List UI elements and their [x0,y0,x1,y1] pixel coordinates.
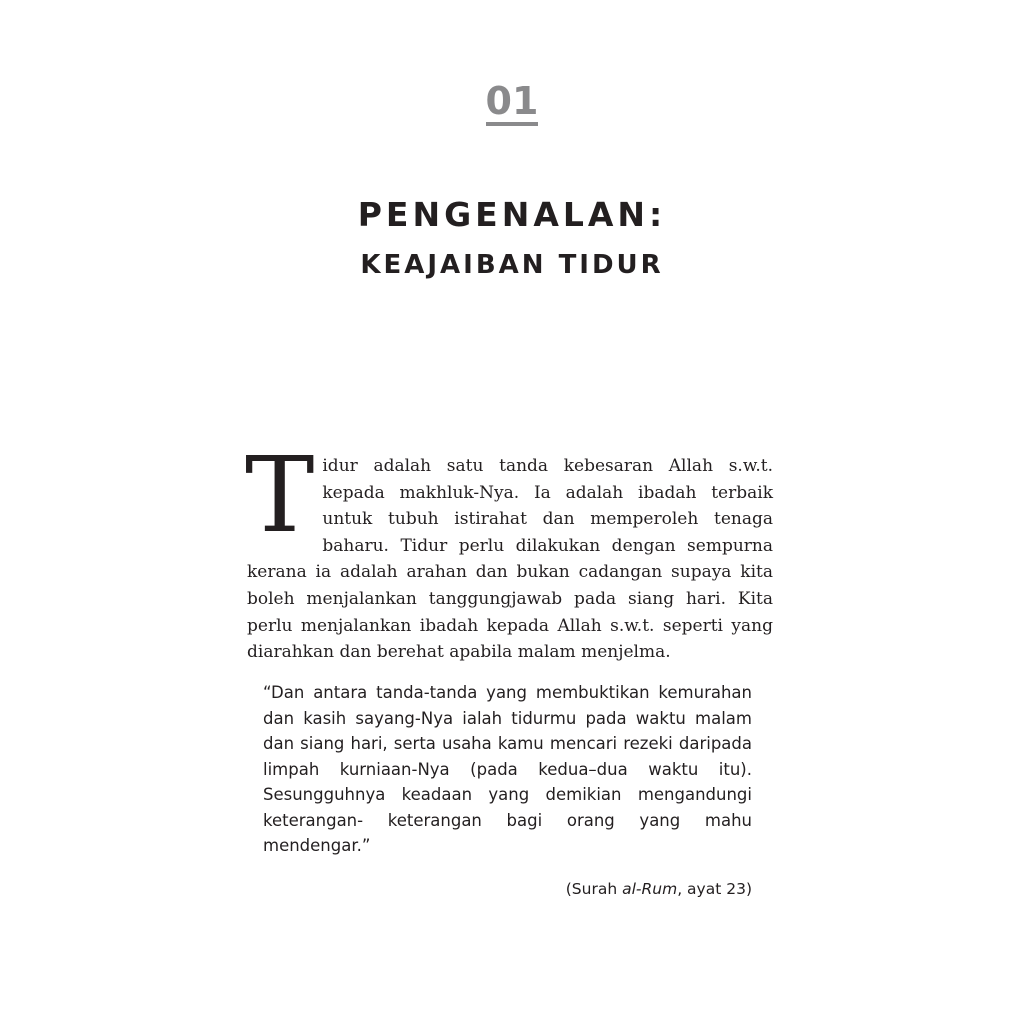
citation-source: al-Rum [622,880,678,898]
quote-citation [480,877,752,901]
chapter-title: PENGENALAN: [357,195,667,234]
quran-quote: “Dan antara tanda-tanda yang membuktikan kemurahan dan kasih sayang-Nya ialah tidurmu pada waktu malam dan siang hari, serta usaha kamu mencari rezeki daripada limpah kurniaan-Nya (pada kedua–dua waktu itu). Sesungguhnya keadaan yang demikian mengandungi keterangan- keterangan bagi orang yang mahu mendengar.” [263,683,752,855]
chapter-subtitle: KEAJAIBAN TIDUR [360,250,664,280]
chapter-number [0,79,1024,126]
citation-prefix: (Surah [565,880,623,898]
body-paragraph-text: idur adalah satu tanda kebesaran Allah s.w.t. kepada makhluk-Nya. Ia adalah ibadah terbaik untuk tubuh istirahat dan memperoleh tenaga baharu. Tidur perlu dilakukan dengan sempurna kerana ia adalah arahan dan bukan cadangan supaya kita boleh menjalankan tanggungjawab pada siang hari. Kita perlu menjalankan ibadah kepada Allah s.w.t. seperti yang diarahkan dan berehat apabila malam menjelma. [247,456,773,663]
citation-suffix: , ayat 23) [677,880,752,898]
drop-cap: T [245,434,315,556]
chapter-number-text: 01 [486,82,539,126]
body-paragraph [245,434,773,666]
